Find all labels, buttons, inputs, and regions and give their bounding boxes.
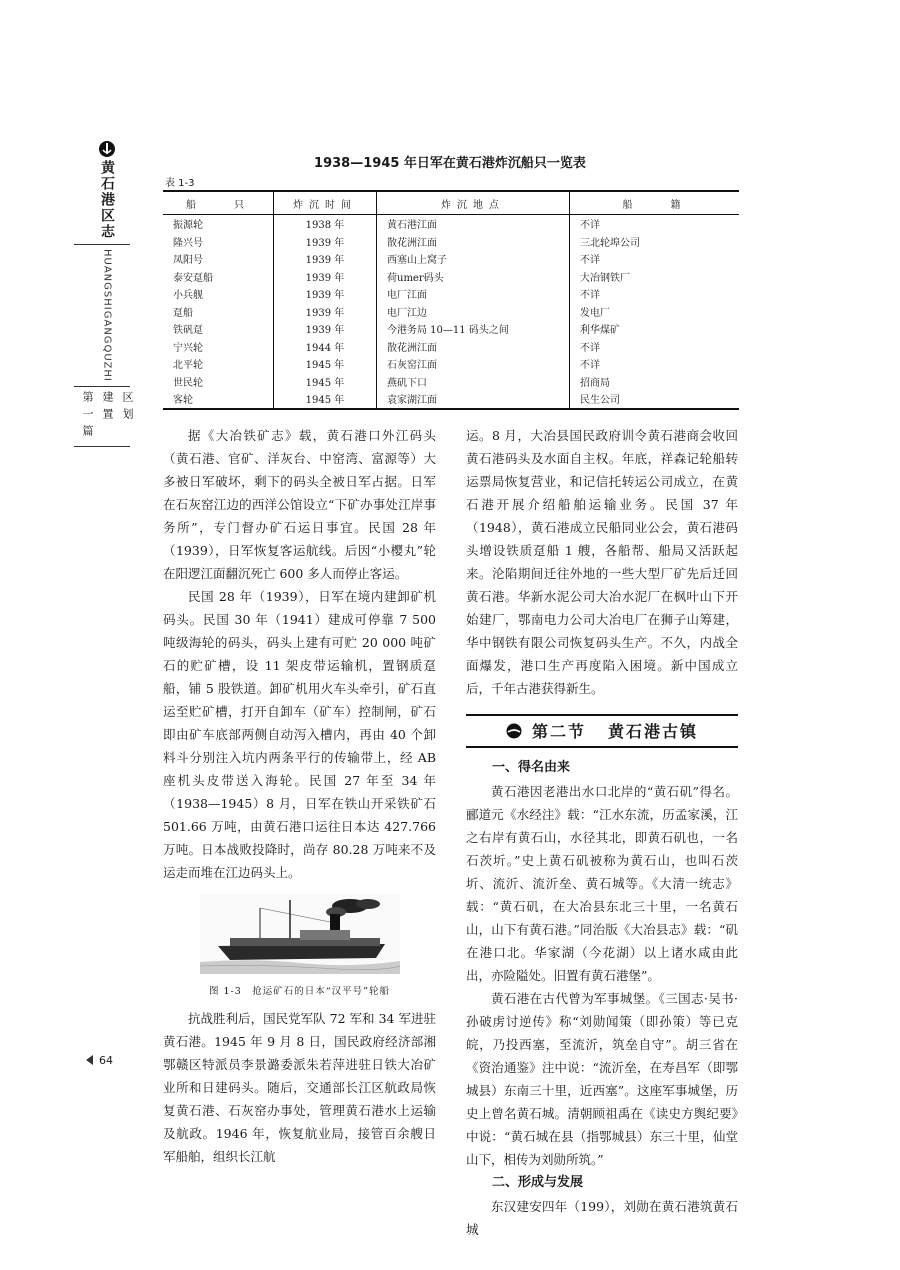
cell-ship: 客轮 [163, 390, 274, 409]
cell-location: 黄石港江面 [377, 215, 570, 233]
header-registry: 船 籍 [570, 191, 740, 215]
subheading: 一、得名由来 [492, 760, 571, 775]
table-title: 1938—1945 年日军在黄石港炸沉船只一览表 [314, 156, 586, 171]
paragraph: 黄石港在古代曾为军事城堡。《三国志·吴书·孙破虏讨逆传》称“刘勋闻策（即孙策）等已克皖，乃投西塞，至流沂，筑垒自守”。胡三省在《资治通鉴》注中说：“流沂垒，在寿昌军（即鄂城县）东南三十里，近西塞”。这座军事城堡，历史上曾名黄石城。清朝顾祖禹在《读史方舆纪要》中说：“黄石城在县（指鄂城县）东三十里，仙堂山下，相传为刘勋所筑。” [466, 991, 738, 1167]
cell-ship: 宁兴轮 [163, 338, 274, 356]
cell-registry: 不详 [580, 220, 600, 232]
subheading: 二、形成与发展 [492, 1175, 584, 1190]
cell-registry: 民生公司 [580, 395, 620, 407]
cell-location: 电厂江边 [377, 303, 570, 321]
page-number [86, 1054, 113, 1067]
cell-ship: 振源轮 [163, 215, 274, 233]
table-body [163, 215, 739, 409]
cell-location: 石灰窑江面 [377, 355, 570, 373]
part-name: 建置 [101, 390, 114, 425]
table-row [163, 355, 739, 373]
table-row [163, 320, 739, 338]
cell-time: 1944 年 [274, 338, 377, 356]
left-column [163, 424, 436, 1168]
section-badge-icon [506, 723, 522, 739]
cell-location: 散花洲江面 [377, 338, 570, 356]
table-row [163, 303, 739, 321]
cell-ship: 凤阳号 [163, 250, 274, 268]
section-number: 第二节 [531, 721, 586, 741]
cell-ship: 趸船 [163, 303, 274, 321]
divider [74, 386, 130, 387]
cell-registry: 利华煤矿 [580, 325, 620, 337]
header-ship: 船 只 [163, 191, 274, 215]
cell-location: 袁家湖江面 [377, 390, 570, 409]
right-column [466, 424, 738, 1241]
table-label: 表 1-3 [165, 178, 195, 189]
cell-ship: 北平轮 [163, 355, 274, 373]
cell-time: 1945 年 [274, 390, 377, 409]
cell-ship: 世民轮 [163, 373, 274, 391]
book-logo-icon [98, 140, 116, 158]
paragraph: 东汉建安四年（199），刘勋在黄石港筑黄石城 [466, 1199, 738, 1237]
section-heading [466, 714, 738, 748]
cell-location: 西塞山上窝子 [377, 250, 570, 268]
sidebar [82, 140, 132, 451]
table-row [163, 268, 739, 286]
cell-location: 荷umer码头 [377, 268, 570, 286]
cell-time: 1939 年 [274, 320, 377, 338]
cell-time: 1945 年 [274, 355, 377, 373]
cell-ship: 小兵舰 [163, 285, 274, 303]
sunk-ships-table [163, 190, 739, 410]
cell-registry: 不详 [580, 255, 600, 267]
book-title: 黄石港区志 [99, 160, 115, 240]
cell-ship: 铁矾趸 [163, 320, 274, 338]
cell-location: 散花洲江面 [377, 233, 570, 251]
steamship-photo [200, 894, 400, 974]
cell-registry: 不详 [580, 342, 600, 354]
page-number-text: 64 [99, 1054, 113, 1067]
header-time: 炸沉时间 [274, 191, 377, 215]
cell-time: 1945 年 [274, 373, 377, 391]
table-row [163, 215, 739, 233]
paragraph: 民国 28 年（1939），日军在境内建卸矿机码头。民国 30 年（1941）建成可停靠 7 500 吨级海轮的码头，码头上建有可贮 20 000 吨矿石的贮矿槽，设 11 架皮带运输机，置钢质趸船，铺 5 股铁道。卸矿机用火车头牵引，矿石直运至贮矿槽，打开自卸车（矿车）控制闸，矿石即由矿车底部两侧自动泻入槽内，再由 40 个卸料斗分别注入坑内两条平行的传输带上，经 AB 座机头皮带送入海轮。民国 27 年至 34 年（1938—1945）8 月，日军在铁山开采铁矿石 501.66 万吨，由黄石港口运往日本达 427.766 万吨。日本战败投降时，尚存 80.28 万吨来不及运走而堆在江边码头上。 [163, 589, 436, 880]
table-row [163, 250, 739, 268]
figure [163, 894, 436, 1003]
cell-location: 燕矶下口 [377, 373, 570, 391]
cell-time: 1939 年 [274, 303, 377, 321]
cell-time: 1939 年 [274, 268, 377, 286]
cell-registry: 发电厂 [580, 307, 610, 319]
cell-ship: 泰安趸船 [163, 268, 274, 286]
header-location: 炸沉地点 [377, 191, 570, 215]
cell-registry: 大冶钢铁厂 [580, 272, 630, 284]
paragraph: 运。8 月，大冶县国民政府训令黄石港商会收回黄石港码头及水面自主权。年底，祥森记轮船转运票局恢复营业，和记信托转运公司成立，在黄石港开展介绍船舶运输业务。民国 37 年（1948），黄石港成立民船同业公会，黄石港码头增设铁质趸船 1 艘，各船帮、船局又活跃起来。沦陷期间迁往外地的一些大型厂矿先后迁回黄石港。华新水泥公司大冶水泥厂在枫叶山下开始建厂，鄂南电力公司大冶电厂在狮子山筹建，华中钢铁有限公司恢复码头生产。不久，内战全面爆发，港口生产再度陷入困境。新中国成立后，千年古港获得新生。 [466, 428, 738, 696]
divider [74, 446, 130, 447]
table-header-row [163, 191, 739, 215]
book-pinyin: HUANGSHIGANGQUZHI [101, 249, 113, 382]
cell-registry: 招商局 [580, 377, 610, 389]
cell-time: 1939 年 [274, 285, 377, 303]
cell-time: 1938 年 [274, 215, 377, 233]
table-row [163, 233, 739, 251]
arrow-left-icon [86, 1055, 93, 1065]
part-number: 第一篇 [81, 390, 94, 442]
table-row [163, 373, 739, 391]
section-title: 黄石港古镇 [608, 721, 699, 741]
cell-registry: 不详 [580, 360, 600, 372]
divider [74, 244, 130, 245]
cell-registry: 不详 [580, 290, 600, 302]
cell-time: 1939 年 [274, 233, 377, 251]
figure-caption: 图 1-3 抢运矿石的日本“汉平号”轮船 [208, 986, 391, 997]
table-row [163, 338, 739, 356]
paragraph: 据《大冶铁矿志》载，黄石港口外江码头（黄石港、官矿、洋灰台、中窑湾、富源等）大多被日军破坏，剩下的码头全被日军占据。日军在石灰窑江边的西洋公馆设立“下矿办事处江岸事务所”，专门督办矿石运日事宜。民国 28 年（1939），日军恢复客运航线。后因“小樱丸”轮在阳逻江面翻沉死亡 600 多人而停止客运。 [163, 428, 436, 581]
cell-location: 电厂江面 [377, 285, 570, 303]
cell-location: 今港务局 10—11 码头之间 [377, 320, 570, 338]
paragraph: 抗战胜利后，国民党军队 72 军和 34 军进驻黄石港。1945 年 9 月 8 日，国民政府经济部湘鄂赣区特派员李景潞委派朱若萍进驻日铁大冶矿业所和日建码头。随后，交通部长江区航政局恢复黄石港、石灰窑办事处，管理黄石港水上运输及航政。1946 年，恢复航业局，接管百余艘日军船舶，组织长江航 [163, 1011, 436, 1164]
cell-registry: 三北轮埠公司 [580, 237, 640, 249]
cell-time: 1939 年 [274, 250, 377, 268]
cell-ship: 隆兴号 [163, 233, 274, 251]
chapter-info [82, 391, 132, 442]
paragraph: 黄石港因老港出水口北岸的“黄石矶”得名。郦道元《水经注》载：“江水东流，历孟家溪，江之右岸有黄石山，水径其北，即黄石矶也，一名石茨圻。”史上黄石矶被称为黄石山，也叫石茨圻、流沂、流沂垒、黄石城等。《大清一统志》载：“黄石矶，在大冶县东北三十里，一名黄石山，山下有黄石港。”同治版《大冶县志》载：“矶在港口北。华家湖（今花湖）以上诸水咸由此出，亦险隘处。旧置有黄石港堡”。 [466, 784, 738, 983]
section-name: 区划 [121, 390, 134, 425]
table-row [163, 390, 739, 409]
table-row [163, 285, 739, 303]
